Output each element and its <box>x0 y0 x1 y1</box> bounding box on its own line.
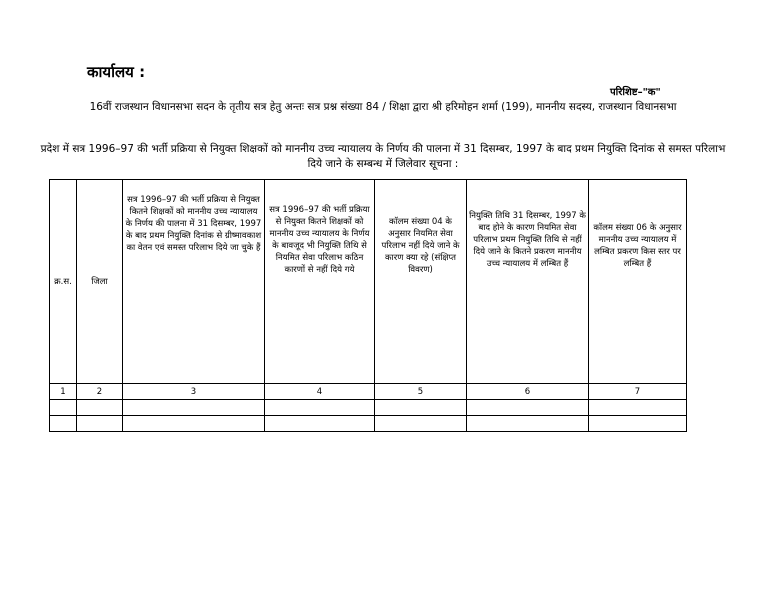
column-header: सत्र 1996–97 की भर्ती प्रक्रिया से नियुक्त कितने शिक्षकों को माननीय उच्च न्यायालय के निर्णय के बावजूद भी नियुक्ति तिथि से नियमित सेवा परिलाभ कठिन कारणों से नहीं दिये गये <box>265 180 375 384</box>
column-header: कॉलम संख्या 06 के अनुसार माननीय उच्च न्यायालय में लम्बित प्रकरण किस स्तर पर लम्बित हैं <box>589 180 687 384</box>
column-number: 6 <box>467 384 589 400</box>
column-header: कॉलम संख्या 04 के अनुसार नियमित सेवा परिलाभ नहीं दिये जाने के कारण क्या रहे (संक्षिप्त विवरण) <box>375 180 467 384</box>
table-row <box>50 400 687 416</box>
district-wise-table <box>49 179 687 432</box>
column-header: जिला <box>77 180 123 384</box>
column-number: 1 <box>50 384 77 400</box>
column-number: 2 <box>77 384 123 400</box>
table-cell <box>77 416 123 432</box>
column-header: नियुक्ति तिथि 31 दिसम्बर, 1997 के बाद होने के कारण नियमित सेवा परिलाभ प्रथम नियुक्ति तिथि से नहीं दिये जाने के कितने प्रकरण माननीय उच्च न्यायालय में लम्बित हैं <box>467 180 589 384</box>
column-number: 4 <box>265 384 375 400</box>
table-cell <box>375 416 467 432</box>
table-cell <box>123 400 265 416</box>
column-number: 3 <box>123 384 265 400</box>
table-cell <box>589 400 687 416</box>
office-title: कार्यालय : <box>87 63 146 81</box>
table-row <box>50 416 687 432</box>
table-cell <box>50 400 77 416</box>
table-cell <box>123 416 265 432</box>
table-cell <box>77 400 123 416</box>
information-description: प्रदेश में सत्र 1996–97 की भर्ती प्रक्रिया से नियुक्त शिक्षकों को माननीय उच्च न्यायालय के निर्णय की पालना में 31 दिसम्बर, 1997 के बाद प्रथम नियुक्ति दिनांक से समस्त परिलाभ दिये जाने के सम्बन्ध में जिलेवार सूचना : <box>40 143 726 170</box>
table-cell <box>50 416 77 432</box>
table-header-row <box>50 180 687 384</box>
table-cell <box>375 400 467 416</box>
table-cell <box>265 416 375 432</box>
column-header: सत्र 1996–97 की भर्ती प्रक्रिया से नियुक्त कितने शिक्षकों को माननीय उच्च न्यायालय के निर्णय की पालना में 31 दिसम्बर, 1997 के बाद प्रथम नियुक्ति दिनांक से ग्रीष्मावकाश का वेतन एवं समस्त परिलाभ दिये जा चुके हैं <box>123 180 265 384</box>
column-number-row <box>50 384 687 400</box>
table-cell <box>467 400 589 416</box>
table-cell <box>265 400 375 416</box>
column-number: 5 <box>375 384 467 400</box>
column-number: 7 <box>589 384 687 400</box>
table-cell <box>589 416 687 432</box>
table-cell <box>467 416 589 432</box>
appendix-label: परिशिष्ट–"क" <box>610 87 661 98</box>
question-subject: 16वीं राजस्थान विधानसभा सदन के तृतीय सत्र हेतु अन्तः सत्र प्रश्न संख्या 84 / शिक्षा द्वारा श्री हरिमोहन शर्मा (199), माननीय सदस्य, राजस्थान विधानसभा <box>89 101 677 113</box>
column-header: क्र.स. <box>50 180 77 384</box>
